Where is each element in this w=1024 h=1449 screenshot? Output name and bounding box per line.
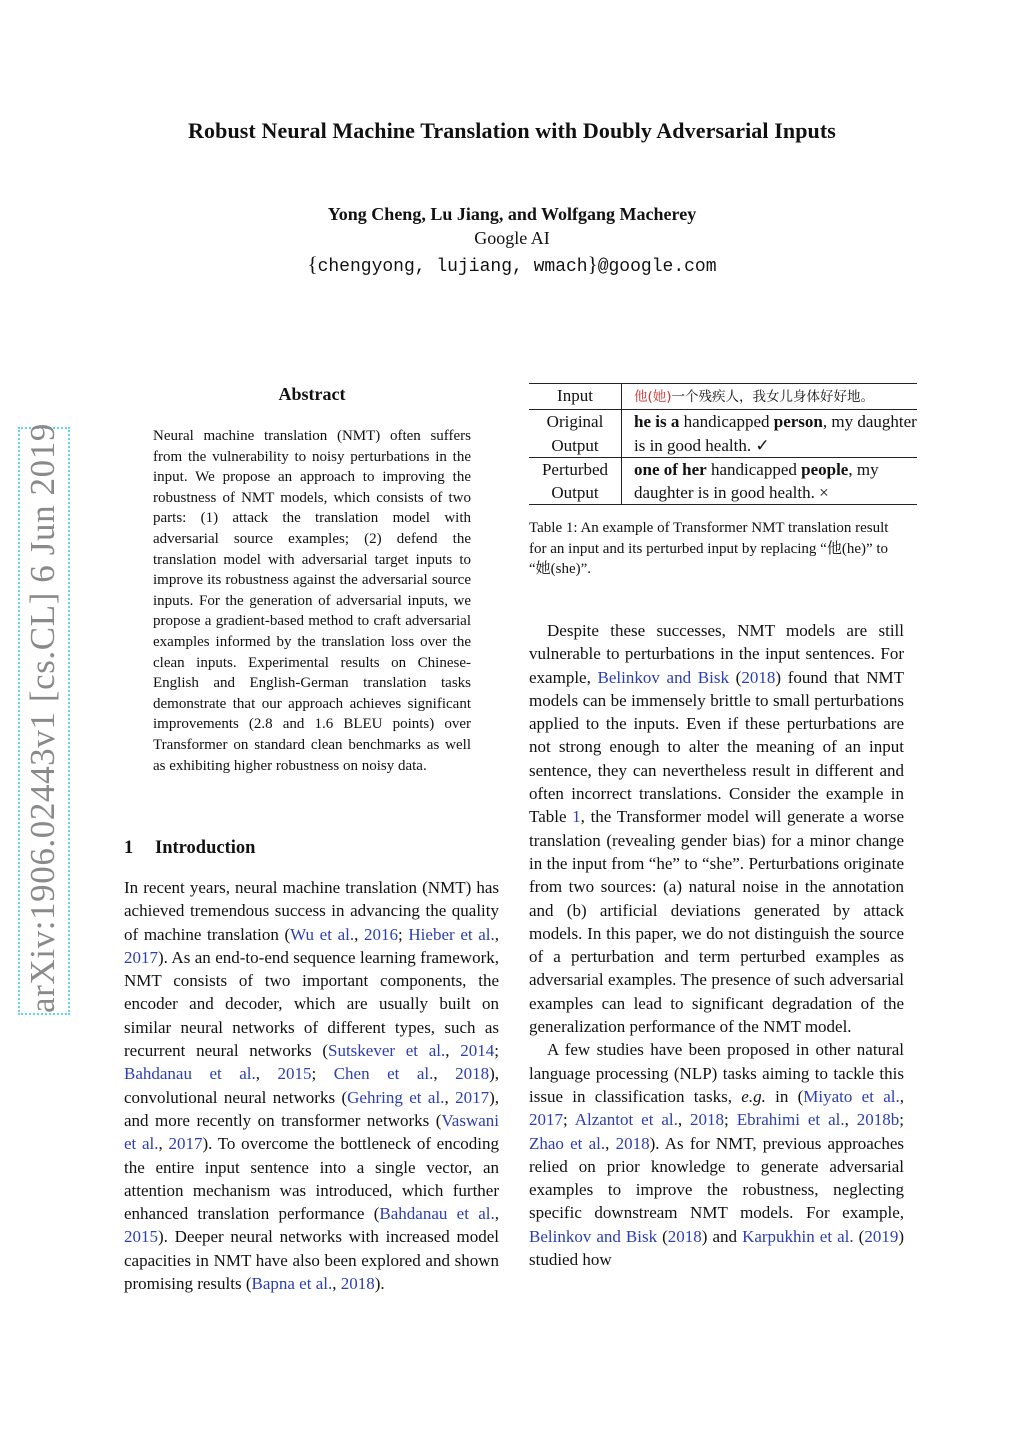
text-run: , my daughter is in good health. × (634, 459, 879, 503)
email-users: chengyong, lujiang, wmach (317, 257, 588, 277)
citation-year-link[interactable]: 2015 (277, 1064, 312, 1084)
citation-link[interactable]: Sutskever et al. (327, 1041, 446, 1061)
text-run: handicapped (706, 459, 802, 479)
row-label: Input (529, 384, 622, 410)
text-run: ). As for NMT, previous approaches relied on prior knowledge to generate adversarial examples to improve the robustness, neglecting specific downstream NMT models. For example, (529, 1133, 904, 1223)
italic-run: e.g. (741, 1086, 766, 1106)
text-run: In recent years, neural machine translation (NMT) has achieved tremendous success in advancing the quality of machine translation ( (124, 878, 499, 944)
text-run: Despite these successes, NMT models are still vulnerable to perturbations in the input sentences. For example, (529, 621, 904, 687)
citation-year-link[interactable]: 2016 (364, 924, 399, 944)
paper-title: Robust Neural Machine Translation with Doubly Adversarial Inputs (188, 118, 836, 143)
intro-paragraph-3: A few studies have been proposed in other natural language processing (NLP) tasks aiming to tackle this issue in classification tasks, e.g. in (Miyato et al., 2017; Alzantot et al., 2018; Ebrahimi et al., 2018b; Zhao et al., 2018). As for NMT, previous approaches relied on prior knowledge to generate adversarial examples to improve the robustness, neglecting specific downstream NMT models. For example, Belinkov and Bisk (2018) and Karpukhin et al. (2019) studied how (529, 1040, 904, 1270)
section-heading (124, 838, 255, 859)
arxiv-stamp[interactable]: arXiv:1906.02443v1 [cs.CL] 6 Jun 2019 (18, 427, 70, 1015)
text-run: ). Deeper neural networks with increased model capacities in NMT have also been explored and shown promising results ( (124, 1227, 499, 1294)
text-run: ). (374, 1274, 385, 1294)
citation-year-link[interactable]: 2018 (455, 1064, 490, 1084)
citation-link[interactable]: Ebrahimi et al. (736, 1110, 845, 1130)
citation-year-link[interactable]: 2018 (741, 667, 776, 687)
citation-year-link[interactable]: 2017 (455, 1087, 490, 1107)
text-run: in ( (765, 1086, 804, 1106)
citation-year-link[interactable]: 2018 (690, 1110, 725, 1130)
original-output (622, 410, 918, 458)
example-table (529, 383, 917, 505)
text-run: , the Transformer model will generate a worse translation (revealing gender bias) for a minor change in the input from “he” to “she”. Perturbations originate from two sources: (a) natural noise in the annotation and (b) artificial deviations generated by attack models. In this paper, we do not distinguish the source of a perturbation and term perturbed examples as adversarial examples. The presence of such adversarial examples can lead to significant degradation of the generalization performance of the NMT model. (529, 807, 904, 1037)
text-run: , my daughter is in good health. ✓ (634, 412, 917, 455)
email-close-brace: } (587, 252, 598, 276)
input-rest: 一个残疾人，我女儿身体好好地。 (671, 389, 875, 405)
citation-link[interactable]: Chen et al. (333, 1064, 434, 1084)
citation-year-link[interactable]: 2019 (864, 1226, 899, 1246)
citation-link[interactable]: Hieber et al. (408, 924, 495, 944)
text-run: ). As an end-to-end sequence learning framework, NMT consists of two important components, the encoder and decoder, which are usually built on similar neural networks of different types, such as recurrent neural networks ( (124, 947, 499, 1061)
table-row-original (529, 410, 917, 458)
citation-year-link[interactable]: 2017 (168, 1134, 203, 1154)
citation-year-link[interactable]: 2018b (856, 1110, 900, 1130)
text-run: ), and more recently on transformer networks ( (124, 1087, 500, 1130)
citation-link[interactable]: Zhao et al. (529, 1133, 606, 1153)
citation-link[interactable]: Miyato et al. (803, 1086, 900, 1106)
citation-year-link[interactable]: 2017 (124, 947, 158, 967)
citation-link[interactable]: Alzantot et al. (574, 1110, 678, 1130)
citation-link[interactable]: Vaswani et al. (124, 1110, 499, 1154)
table-row-perturbed (529, 457, 917, 505)
citation-year-link[interactable]: 2018 (615, 1133, 650, 1153)
abstract-text: Neural machine translation (NMT) often suffers from the vulnerability to noisy perturbations in the input. We propose an approach to improving the robustness of NMT models, which consists of two parts: (1) attack the translation model with adversarial source examples; (2) defend the translation model with adversarial target inputs to improve its robustness against the adversarial source inputs. For the generation of adversarial inputs, we propose a gradient-based method to craft adversarial examples informed by the translation loss over the clean inputs. Experimental results on Chinese-English and English-German translation tasks demonstrate that our approach achieves significant improvements (2.8 and 1.6 BLEU points) over Transformer on standard clean benchmarks as well as exhibiting higher robustness on noisy data. (153, 428, 471, 774)
bold-run: people (801, 459, 849, 479)
citation-link[interactable]: Wu et al. (290, 924, 355, 944)
citation-link[interactable]: Belinkov and Bisk (597, 667, 729, 687)
text-run: ). To overcome the bottleneck of encoding the entire input sentence into a single vector, an attention mechanism was introduced, which further enhanced translation performance ( (124, 1134, 499, 1224)
row-label: Original Output (529, 410, 622, 458)
abstract-heading: Abstract (278, 384, 346, 404)
section-title: Introduction (155, 838, 256, 858)
citation-year-link[interactable]: 2014 (460, 1041, 495, 1061)
text-run: ), convolutional neural networks ( (124, 1064, 500, 1107)
citation-link[interactable]: Gehring et al. (347, 1087, 445, 1107)
intro-paragraph-1: In recent years, neural machine translation (NMT) has achieved tremendous success in advancing the quality of machine translation (Wu et al., 2016; Hieber et al., 2017). As an end-to-end sequence learning framework, NMT consists of two important components, the encoder and decoder, which are usually built on similar neural networks of different types, such as recurrent neural networks (Sutskever et al., 2014; Bahdanau et al., 2015; Chen et al., 2018), convolutional neural networks (Gehring et al., 2017), and more recently on transformer networks (Vaswani et al., 2017). To overcome the bottleneck of encoding the entire input sentence into a single vector, an attention mechanism was introduced, which further enhanced translation performance (Bahdanau et al., 2015). Deeper neural networks with increased model capacities in NMT have also been explored and shown promising results (Bapna et al., 2018). (124, 878, 500, 1294)
table-caption: Table 1: An example of Transformer NMT translation result for an input and its perturbed input by replacing “他(he)” to “她(she)”. (529, 520, 889, 578)
bold-run: he is a (634, 412, 680, 432)
input-highlight: 他(她) (634, 389, 672, 405)
text-run: A few studies have been proposed in other natural language processing (NLP) tasks aiming to tackle this issue in classification tasks, (529, 1040, 904, 1106)
authors: Yong Cheng, Lu Jiang, and Wolfgang Macherey (327, 204, 697, 224)
email-domain: @google.com (597, 257, 717, 277)
email-open-brace: { (307, 252, 318, 276)
author-emails (0, 252, 1024, 277)
text-run: found that NMT models can be immensely brittle to small perturbations applied to the inputs. Even if these perturbations are not strong enough to alter the meaning of an input sentence, they can nevertheless result in different and often incorrect translations. Consider the example in Table (529, 667, 904, 827)
intro-paragraph-2: Despite these successes, NMT models are still vulnerable to perturbations in the input sentences. For example, Belinkov and Bisk (2018) found that NMT models can be immensely brittle to small perturbations applied to the inputs. Even if these perturbations are not strong enough to alter the meaning of an input sentence, they can nevertheless result in different and often incorrect translations. Consider the example in Table 1, the Transformer model will generate a worse translation (revealing gender bias) for a minor change in the input from “he” to “she”. Perturbations originate from two sources: (a) natural noise in the annotation and (b) artificial deviations generated by attack models. In this paper, we do not distinguish the source of a perturbation and term perturbed examples as adversarial examples. The presence of such adversarial examples can lead to significant degradation of the generalization performance of the NMT model. (529, 621, 904, 1037)
citation-link[interactable]: Bahdanau et al. (124, 1064, 256, 1084)
row-label: Perturbed Output (529, 457, 622, 505)
citation-year-link[interactable]: 2018 (340, 1274, 375, 1294)
citation-link[interactable]: Bahdanau et al. (379, 1204, 495, 1224)
input-sentence (622, 384, 918, 410)
perturbed-output (622, 457, 918, 505)
text-run: studied how (529, 1250, 612, 1270)
table-row-input (529, 384, 917, 410)
intro-left-column (124, 876, 499, 1295)
intro-right-column (529, 619, 904, 1271)
citation-link[interactable]: Bapna et al. (251, 1274, 333, 1294)
citation-year-link[interactable]: 2018 (667, 1226, 702, 1246)
bold-run: one of her (634, 459, 707, 479)
text-run: and (707, 1226, 743, 1246)
text-run: handicapped (679, 412, 774, 432)
citation-year-link[interactable]: 2017 (529, 1110, 563, 1130)
citation-link[interactable]: Belinkov and Bisk (529, 1226, 658, 1246)
citation-year-link[interactable]: 2015 (124, 1227, 158, 1247)
table-ref-link[interactable]: 1 (572, 807, 581, 827)
citation-link[interactable]: Karpukhin et al. (742, 1226, 854, 1246)
section-number: 1 (124, 838, 134, 858)
bold-run: person (773, 412, 823, 432)
affiliation: Google AI (474, 228, 550, 248)
